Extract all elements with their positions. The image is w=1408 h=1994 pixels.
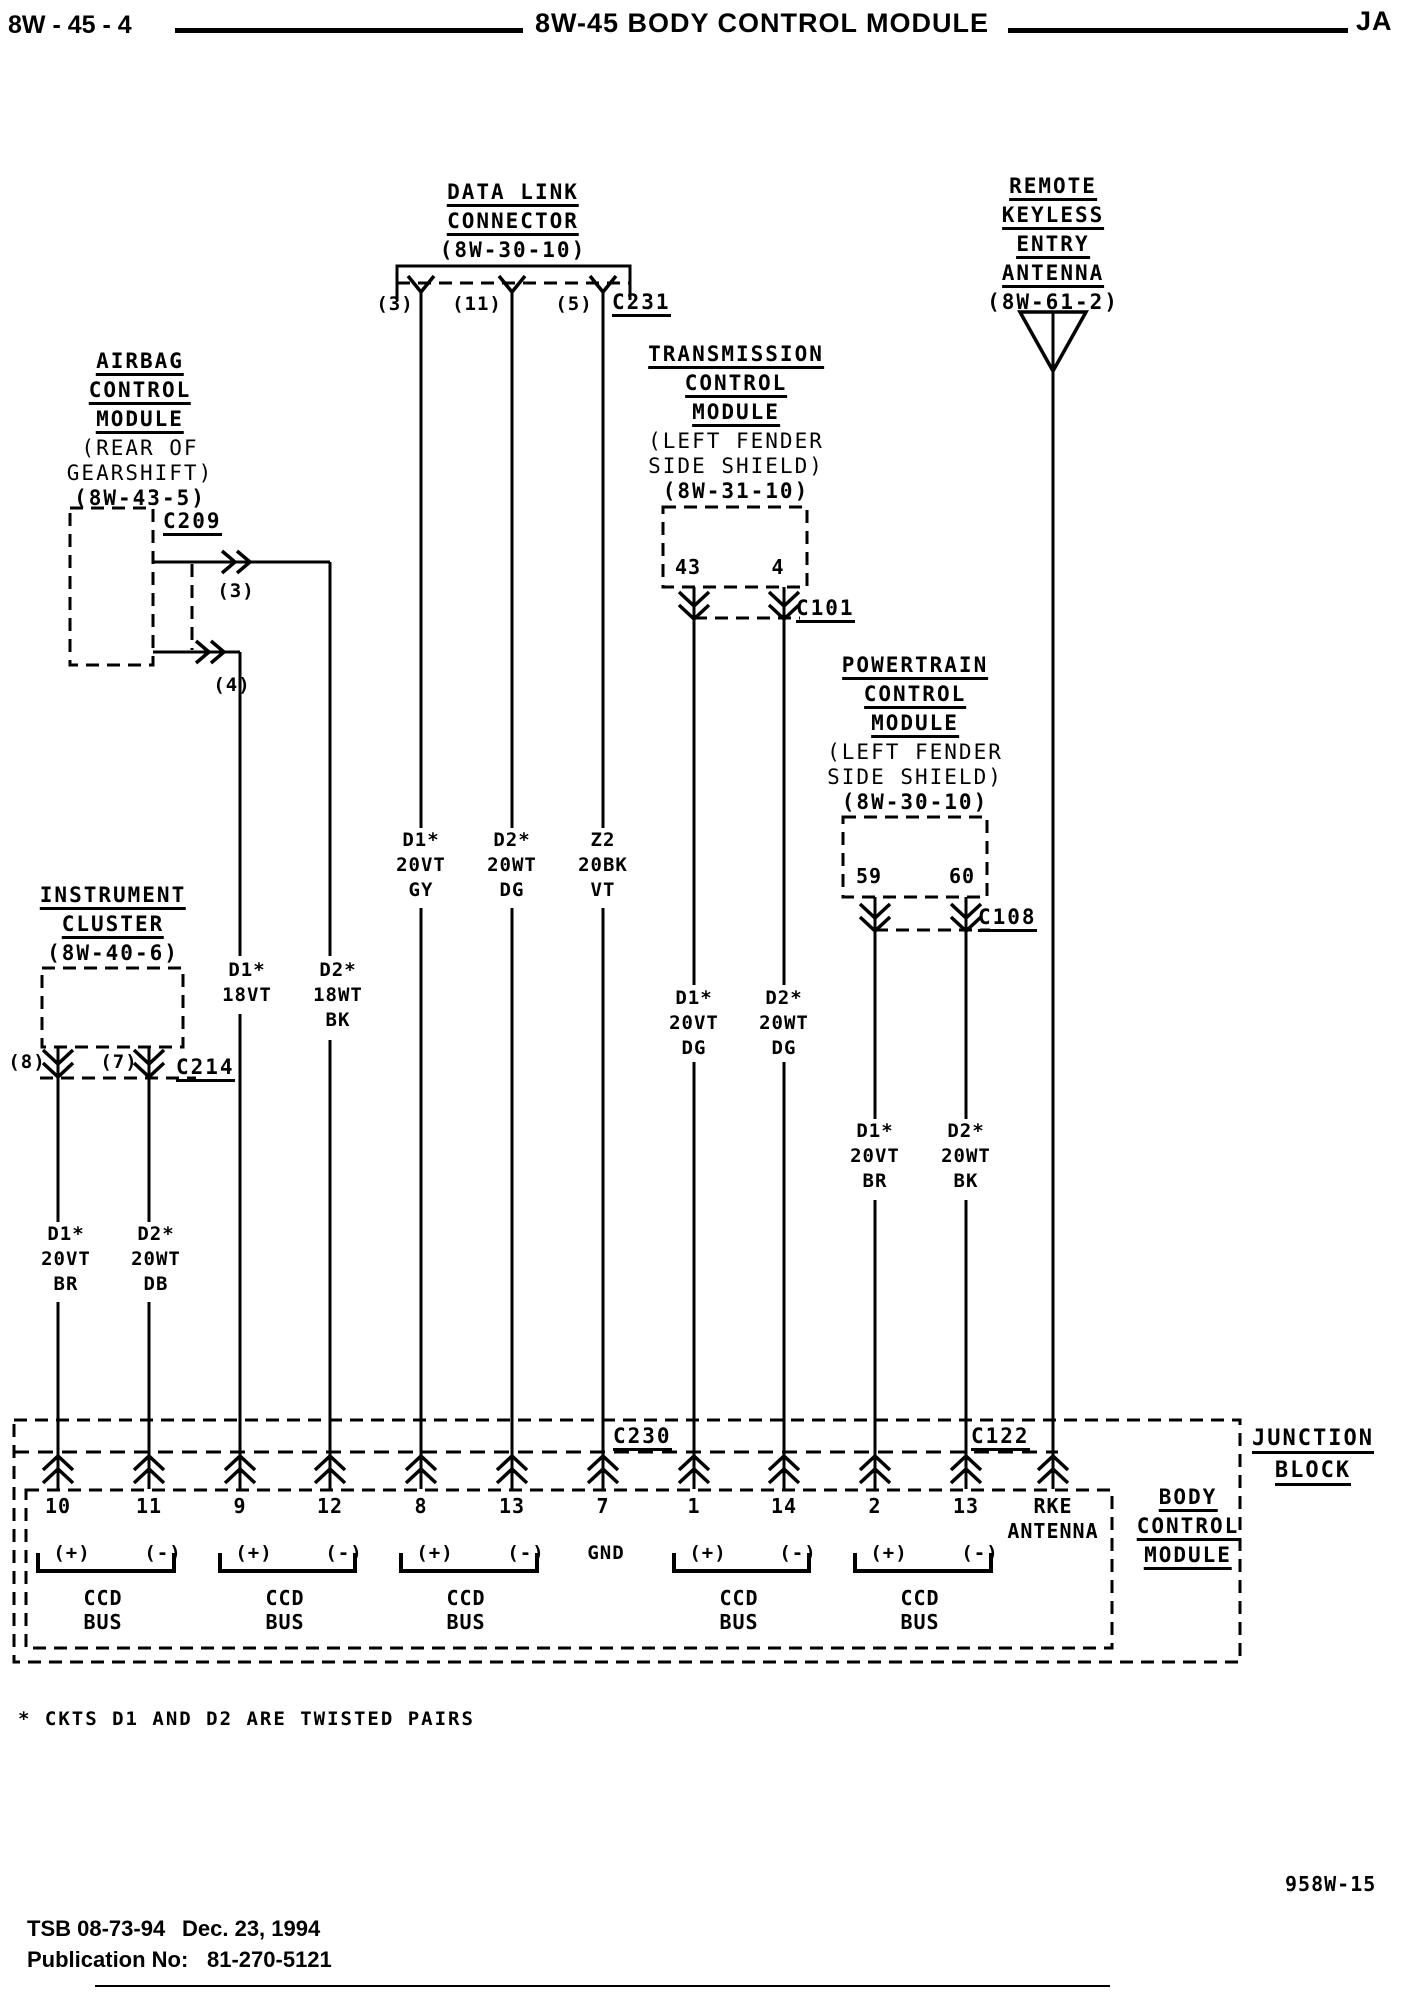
wire-label-line: DG [499, 879, 525, 901]
airbag-title-line: AIRBAG [96, 351, 184, 376]
bcm-label-line: MODULE [1144, 1545, 1232, 1570]
rke-title-line: REMOTE [1009, 176, 1097, 201]
junction-pin-label: 13 [498, 1494, 526, 1518]
ccd-bus-label: BUS [83, 1610, 123, 1634]
wire-label-line: 20WT [759, 1012, 809, 1034]
polarity-label: (-) [144, 1542, 182, 1564]
connector-label-c209: C209 [163, 511, 222, 536]
junction-block-label-line: JUNCTION [1252, 1428, 1374, 1454]
ccd-bus-label: BUS [446, 1610, 486, 1634]
rke-ref: (8W-61-2) [987, 290, 1119, 314]
wire-label-line: DG [771, 1037, 797, 1059]
ic-pin-label: (8) [8, 1051, 46, 1073]
connector-label-c231: C231 [612, 292, 671, 317]
dlc-title-block [440, 182, 586, 261]
tcm-title-line: MODULE [692, 402, 780, 427]
junction-pin-label: 1 [687, 1494, 701, 1518]
airbag-ref: (8W-43-5) [74, 486, 206, 510]
junction-pin-label: 2 [868, 1494, 882, 1518]
ccd-bus-label: BUS [265, 1610, 305, 1634]
pcm-ref: (8W-30-10) [841, 790, 989, 814]
polarity-label: (-) [507, 1542, 545, 1564]
wire-label-dlc-z2 [578, 831, 628, 900]
wire-label-line: VT [590, 879, 616, 901]
polarity-label: (-) [325, 1542, 363, 1564]
ic-title-line: INSTRUMENT [40, 885, 186, 910]
wire-label-line: BK [953, 1170, 979, 1192]
connector-label-c122: C122 [971, 1426, 1030, 1451]
airbag-title-block [67, 351, 213, 509]
wire-label-line: D2* [137, 1223, 175, 1245]
pcm-title-line: MODULE [871, 713, 959, 738]
bcm-label [1137, 1487, 1240, 1570]
wire-label-line: D2* [319, 959, 357, 981]
rke-title-line: KEYLESS [1002, 205, 1105, 230]
wire-label-line: BK [325, 1009, 351, 1031]
wire-label-line: Z2 [590, 829, 616, 851]
ic-ref: (8W-40-6) [47, 941, 179, 965]
dlc-title-line: DATA LINK [447, 182, 579, 207]
connector-label-c101: C101 [796, 598, 855, 623]
junction-pin-label: 8 [414, 1494, 428, 1518]
tsb-number: TSB 08-73-94 [27, 1916, 166, 1941]
wire-label-pcm-d1 [850, 1122, 900, 1191]
junction-pin-label: 10 [44, 1494, 72, 1518]
instrument-cluster-box [42, 968, 183, 1047]
wire-label-line: DB [143, 1273, 169, 1295]
wire-label-line: 20WT [487, 854, 537, 876]
page-title: 8W-45 BODY CONTROL MODULE [535, 8, 989, 38]
junction-pin-rke: ANTENNA [1007, 1519, 1099, 1543]
airbag-title-line: MODULE [96, 409, 184, 434]
ccd-bus-label: BUS [900, 1610, 940, 1634]
wire-label-line: D2* [947, 1120, 985, 1142]
pcm-title-line: POWERTRAIN [842, 655, 988, 680]
connector-label-c230: C230 [613, 1426, 672, 1451]
junction-pin-label: 13 [952, 1494, 980, 1518]
bcm-label-line: BODY [1159, 1487, 1218, 1512]
wire-label-line: D1* [856, 1120, 894, 1142]
right-chevron-connector-icons [196, 551, 250, 663]
dlc-pin-label: (5) [555, 293, 593, 315]
polarity-label: (+) [416, 1542, 454, 1564]
bcm-label-line: CONTROL [1137, 1516, 1240, 1541]
wire-label-line: D1* [675, 987, 713, 1009]
wire-label-line: 20VT [41, 1248, 91, 1270]
wire-label-line: 18WT [313, 984, 363, 1006]
dlc-ref: (8W-30-10) [439, 238, 587, 262]
ic-pin-label: (7) [100, 1051, 138, 1073]
junction-block-label [1252, 1428, 1374, 1486]
junction-pin-label: 9 [233, 1494, 247, 1518]
polarity-label: (+) [689, 1542, 727, 1564]
dlc-pin-label: (3) [376, 293, 414, 315]
dlc-title-line: CONNECTOR [447, 211, 579, 236]
wire-label-line: D2* [765, 987, 803, 1009]
junction-block-label-line: BLOCK [1275, 1460, 1351, 1486]
wire-label-line: D1* [228, 959, 266, 981]
airbag-location-line: (REAR OF [81, 436, 199, 460]
airbag-module-box [70, 508, 153, 665]
tcm-pin-label: 4 [771, 555, 785, 579]
rke-title-line: ANTENNA [1002, 263, 1105, 288]
wire-label-airbag-d1 [222, 961, 272, 1005]
junction-pin-label: 7 [596, 1494, 610, 1518]
wire-label-line: DG [681, 1037, 707, 1059]
wire-label-line: 20WT [131, 1248, 181, 1270]
wire-label-line: GY [408, 879, 434, 901]
tcm-title-line: CONTROL [685, 373, 788, 398]
connector-label-c108: C108 [978, 907, 1037, 932]
pcm-location-line: SIDE SHIELD) [827, 765, 1003, 789]
wire-label-ic-d2 [131, 1225, 181, 1294]
wire-label-airbag-d2 [313, 961, 363, 1030]
wire-label-dlc-d1 [396, 831, 446, 900]
wire-label-pcm-d2 [941, 1122, 991, 1191]
ccd-bus-label: CCD [83, 1586, 123, 1610]
ic-title-block [40, 885, 186, 964]
tcm-title-block [648, 344, 824, 502]
pcm-location-line: (LEFT FENDER [827, 740, 1003, 764]
wire-label-line: D1* [47, 1223, 85, 1245]
wire-label-line: D1* [402, 829, 440, 851]
dlc-pin-label: (11) [452, 293, 502, 315]
ccd-bus-label: CCD [446, 1586, 486, 1610]
airbag-pin-label: (3) [217, 580, 255, 602]
rke-title-block [987, 176, 1119, 313]
junction-pin-label: 12 [316, 1494, 344, 1518]
airbag-location-line: GEARSHIFT) [66, 461, 214, 485]
pcm-pin-label: 59 [855, 864, 883, 888]
polarity-label: (+) [870, 1542, 908, 1564]
wire-label-ic-d1 [41, 1225, 91, 1294]
gnd-label: GND [587, 1542, 625, 1564]
page-code: 8W - 45 - 4 [8, 11, 132, 39]
wire-label-line: 20VT [669, 1012, 719, 1034]
platform-code: JA [1356, 6, 1393, 36]
tcm-pin-label: 43 [674, 555, 702, 579]
wire-label-dlc-d2 [487, 831, 537, 900]
up-chevron-connector-icons [43, 1456, 1068, 1483]
pcm-title-line: CONTROL [864, 684, 967, 709]
tcm-location-line: (LEFT FENDER [648, 429, 824, 453]
connector-label-c214: C214 [176, 1057, 235, 1082]
wire-label-line: 20WT [941, 1145, 991, 1167]
rke-title-line: ENTRY [1016, 234, 1089, 259]
wire-label-tcm-d1 [669, 989, 719, 1058]
airbag-title-line: CONTROL [89, 380, 192, 405]
polarity-label: (-) [961, 1542, 999, 1564]
figure-number: 958W-15 [1285, 1872, 1377, 1896]
publication-number: 81-270-5121 [207, 1947, 332, 1972]
ccd-bus-label: CCD [900, 1586, 940, 1610]
junction-pin-label: 11 [135, 1494, 163, 1518]
tcm-ref: (8W-31-10) [662, 479, 810, 503]
junction-pin-rke: RKE [1033, 1494, 1073, 1518]
polarity-label: (+) [53, 1542, 91, 1564]
wire-label-line: 20VT [850, 1145, 900, 1167]
pcm-pin-label: 60 [948, 864, 976, 888]
wire-label-line: BR [862, 1170, 888, 1192]
wire-label-line: BR [53, 1273, 79, 1295]
wire-label-line: 20BK [578, 854, 628, 876]
polarity-label: (-) [779, 1542, 817, 1564]
wire-label-tcm-d2 [759, 989, 809, 1058]
ccd-bus-label: CCD [265, 1586, 305, 1610]
publication-label: Publication No: [27, 1947, 189, 1972]
wire-label-line: 18VT [222, 984, 272, 1006]
junction-pin-label: 14 [770, 1494, 798, 1518]
wire-label-line: 20VT [396, 854, 446, 876]
ic-title-line: CLUSTER [62, 914, 165, 939]
tcm-location-line: SIDE SHIELD) [648, 454, 824, 478]
twisted-pair-note: * CKTS D1 AND D2 ARE TWISTED PAIRS [18, 1708, 475, 1730]
ccd-bus-label: BUS [719, 1610, 759, 1634]
pcm-title-block [827, 655, 1003, 813]
ccd-bus-label: CCD [719, 1586, 759, 1610]
tcm-title-line: TRANSMISSION [648, 344, 824, 369]
polarity-label: (+) [235, 1542, 273, 1564]
wire-label-line: D2* [493, 829, 531, 851]
airbag-pin-label: (4) [213, 674, 251, 696]
tsb-date: Dec. 23, 1994 [182, 1916, 321, 1941]
